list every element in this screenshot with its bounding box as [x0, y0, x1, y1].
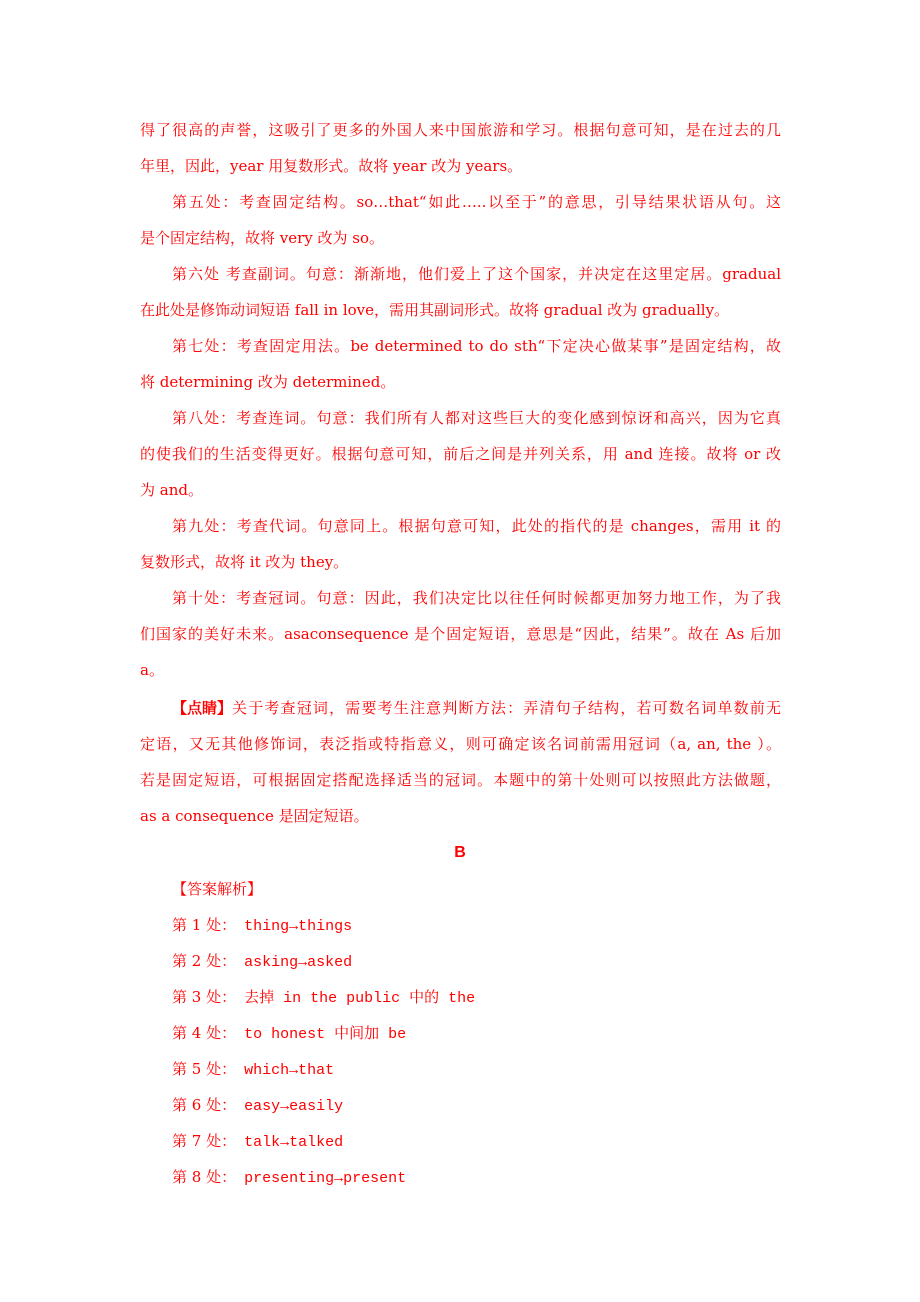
text-line: 第十处：考查冠词。句意：因此，我们决定比以往任何时候都更加努力地工作，为了我 [172, 589, 781, 607]
answer-item [172, 915, 813, 937]
answer-item-text: asking→asked [244, 954, 353, 971]
answer-item-label: 第 5 处： [172, 1060, 237, 1078]
answer-item-text: 去掉 in the public 中的 the [244, 990, 476, 1007]
answer-item [172, 987, 813, 1009]
text-line: 复数形式，故将 it 改为 they。 [140, 553, 349, 571]
text-line: 为 and。 [140, 481, 203, 499]
answer-item [172, 1131, 813, 1153]
text-line: 是个固定结构，故将 very 改为 so。 [140, 229, 385, 247]
answer-item-label: 第 1 处： [172, 916, 237, 934]
text-line: a。 [140, 661, 164, 679]
text-line: 的使我们的生活变得更好。根据句意可知，前后之间是并列关系，用 and 连接。故将 or 改 [140, 445, 781, 463]
answer-item-text: which→that [244, 1062, 335, 1079]
tip-text: 关于考查冠词，需要考生注意判断方法：弄清句子结构，若可数名词单数前无 [232, 699, 781, 717]
answer-item-text: easy→easily [244, 1098, 344, 1115]
answer-item-text: thing→things [244, 918, 353, 935]
answer-item-label: 第 7 处： [172, 1132, 237, 1150]
answer-item-text: to honest 中间加 be [244, 1026, 407, 1043]
text-line: 第六处 考查副词。句意：渐渐地，他们爱上了这个国家，并决定在这里定居。gradual [172, 265, 781, 283]
answer-item-label: 第 6 处： [172, 1096, 237, 1114]
answer-item-label: 第 4 处： [172, 1024, 237, 1042]
text-line: 第九处：考查代词。句意同上。根据句意可知，此处的指代的是 changes，需用 it 的 [172, 517, 781, 535]
text-line: 第八处：考查连词。句意：我们所有人都对这些巨大的变化感到惊讶和高兴，因为它真 [172, 409, 781, 427]
answer-item-label: 第 2 处： [172, 952, 237, 970]
answer-item [172, 1167, 813, 1189]
text-line: 们国家的美好未来。asaconsequence 是个固定短语，意思是“因此，结果”。故在 As 后加 [140, 625, 781, 643]
text-line: 第五处：考查固定结构。so…that“如此…..以至于”的意思，引导结果状语从句。这 [172, 193, 781, 211]
text-line: 年里，因此，year 用复数形式。故将 year 改为 years。 [140, 157, 523, 175]
text-line: as a consequence 是固定短语。 [140, 807, 369, 825]
answer-item-text: talk→talked [244, 1134, 344, 1151]
answer-item [172, 1023, 813, 1045]
answer-label: 【答案解析】 [172, 880, 263, 898]
tip-line [172, 698, 781, 718]
answer-item [172, 1059, 813, 1081]
text-line: 若是固定短语，可根据固定搭配选择适当的冠词。本题中的第十处则可以按照此方法做题， [140, 771, 781, 789]
text-line: 定语，又无其他修饰词，表泛指或特指意义，则可确定该名词前需用冠词（a, an, the ）。 [140, 735, 781, 753]
tip-label: 【点睛】 [172, 699, 233, 717]
answer-item [172, 951, 813, 973]
answer-item [172, 1095, 813, 1117]
answer-item-label: 第 8 处： [172, 1168, 237, 1186]
answer-item-label: 第 3 处： [172, 988, 237, 1006]
text-line: 将 determining 改为 determined。 [140, 373, 396, 391]
section-heading: B [454, 844, 466, 861]
text-line: 在此处是修饰动词短语 fall in love，需用其副词形式。故将 gradual 改为 gradually。 [140, 301, 730, 319]
answer-item-text: presenting→present [244, 1170, 407, 1187]
text-line: 得了很高的声誉，这吸引了更多的外国人来中国旅游和学习。根据句意可知，是在过去的几 [140, 121, 781, 139]
text-line: 第七处：考查固定用法。be determined to do sth“下定决心做某事”是固定结构，故 [172, 337, 781, 355]
